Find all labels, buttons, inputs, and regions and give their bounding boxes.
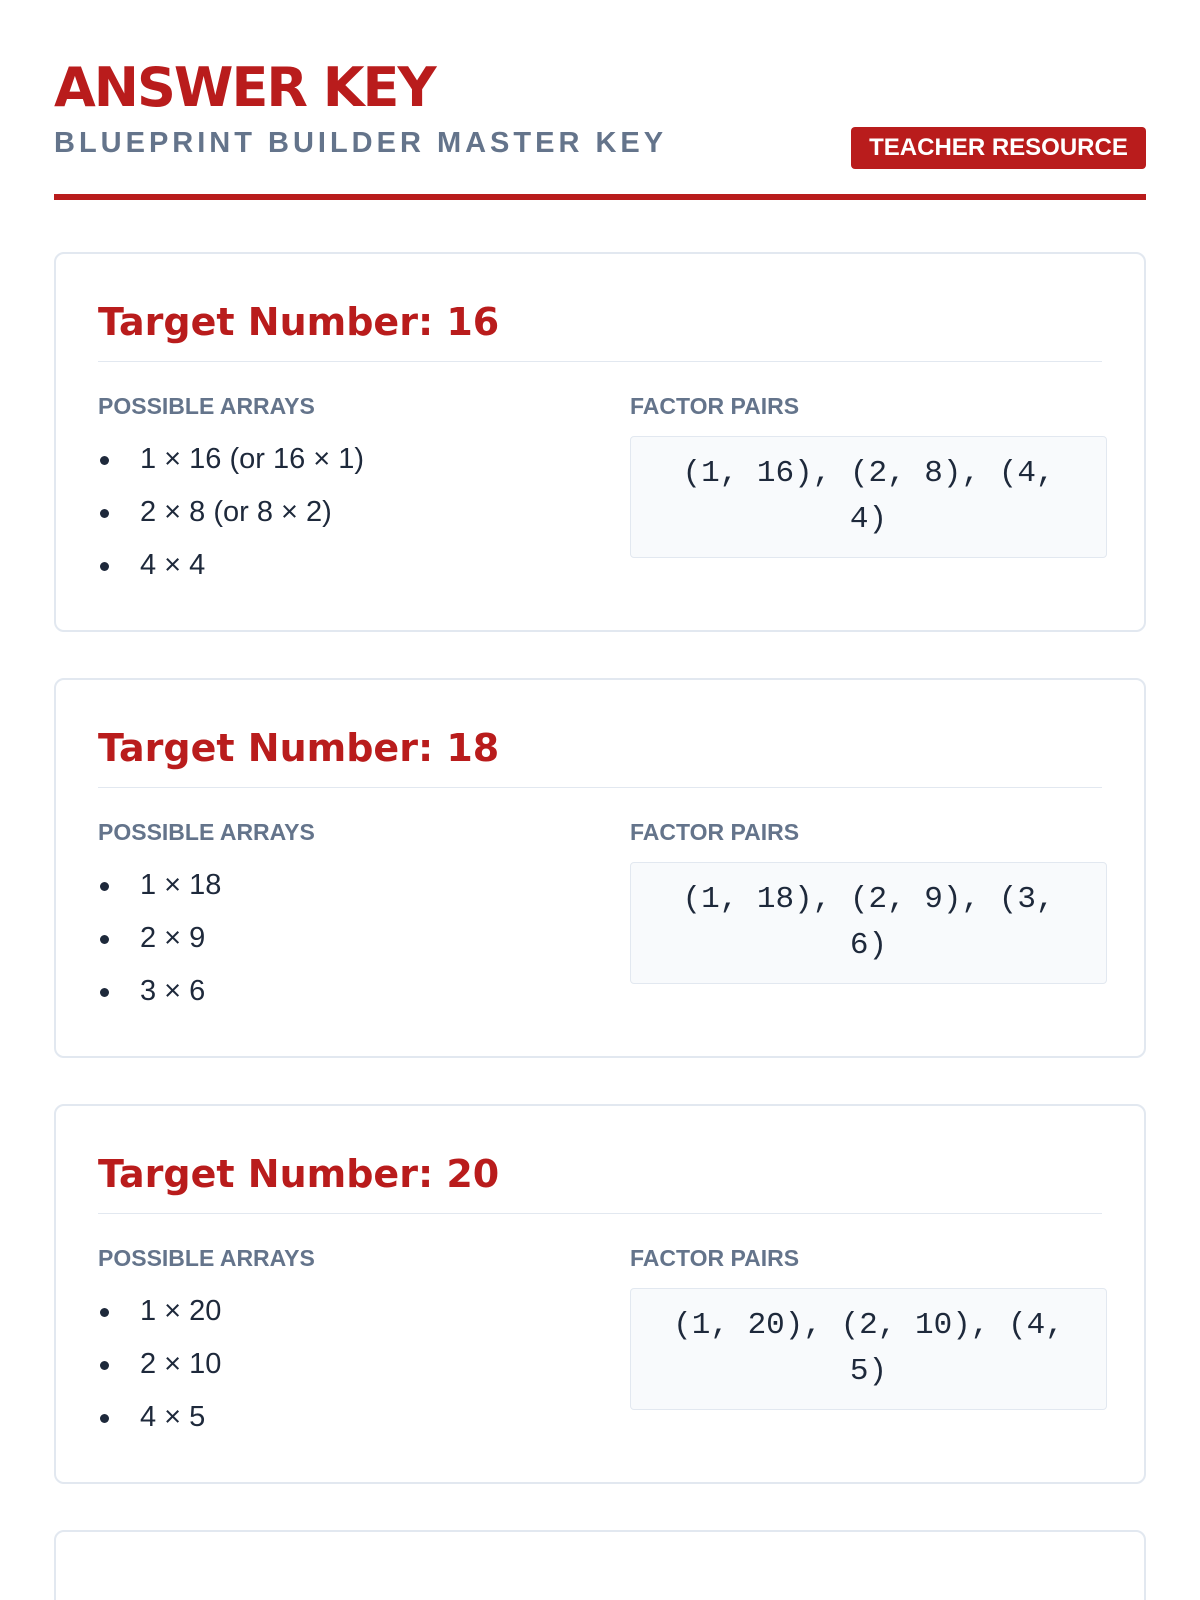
array-text: 4 × 4 [140, 549, 206, 581]
target-card-18 [54, 678, 1146, 1058]
bullet-icon [100, 562, 109, 571]
arrays-list [98, 1296, 221, 1455]
target-card-partial [54, 1530, 1146, 1600]
array-item [98, 444, 364, 497]
factor-pairs-box: (1, 18), (2, 9), (3, 6) [630, 862, 1107, 984]
array-text: 1 × 18 [140, 869, 222, 901]
factor-pairs-box: (1, 16), (2, 8), (4, 4) [630, 436, 1107, 558]
bullet-icon [100, 988, 109, 997]
bullet-icon [100, 1414, 109, 1423]
card-title: Target Number: 16 [98, 254, 1102, 362]
array-text: 2 × 8 (or 8 × 2) [140, 496, 332, 528]
bullet-icon [100, 509, 109, 518]
array-text: 1 × 20 [140, 1295, 222, 1327]
factor-pairs-box: (1, 20), (2, 10), (4, 5) [630, 1288, 1107, 1410]
array-item [98, 1349, 221, 1402]
page-header [54, 0, 1146, 200]
arrays-label: POSSIBLE ARRAYS [98, 819, 315, 845]
factor-pairs-label: FACTOR PAIRS [630, 393, 800, 419]
card-body [98, 788, 1102, 1058]
card-body [98, 1214, 1102, 1484]
target-card-20 [54, 1104, 1146, 1484]
arrays-list [98, 444, 364, 603]
arrays-label: POSSIBLE ARRAYS [98, 1245, 315, 1271]
array-text: 2 × 10 [140, 1348, 222, 1380]
factor-pairs-label: FACTOR PAIRS [630, 1245, 800, 1271]
card-title: Target Number: 20 [98, 1106, 1102, 1214]
array-text: 2 × 9 [140, 922, 206, 954]
bullet-icon [100, 1361, 109, 1370]
array-item [98, 1296, 221, 1349]
array-item [98, 976, 221, 1029]
arrays-label: POSSIBLE ARRAYS [98, 393, 315, 419]
page-title: ANSWER KEY [54, 56, 435, 119]
teacher-resource-badge: TEACHER RESOURCE [851, 127, 1146, 169]
page-subtitle: BLUEPRINT BUILDER MASTER KEY [54, 127, 668, 159]
array-item [98, 923, 221, 976]
bullet-icon [100, 456, 109, 465]
array-item [98, 550, 364, 603]
array-text: 4 × 5 [140, 1401, 206, 1433]
bullet-icon [100, 882, 109, 891]
array-item [98, 1402, 221, 1455]
target-card-16 [54, 252, 1146, 632]
card-body [98, 362, 1102, 632]
array-item [98, 497, 364, 550]
array-text: 1 × 16 (or 16 × 1) [140, 443, 365, 475]
array-item [98, 870, 221, 923]
arrays-list [98, 870, 221, 1029]
bullet-icon [100, 1308, 109, 1317]
card-title: Target Number: 18 [98, 680, 1102, 788]
array-text: 3 × 6 [140, 975, 206, 1007]
bullet-icon [100, 935, 109, 944]
factor-pairs-label: FACTOR PAIRS [630, 819, 800, 845]
